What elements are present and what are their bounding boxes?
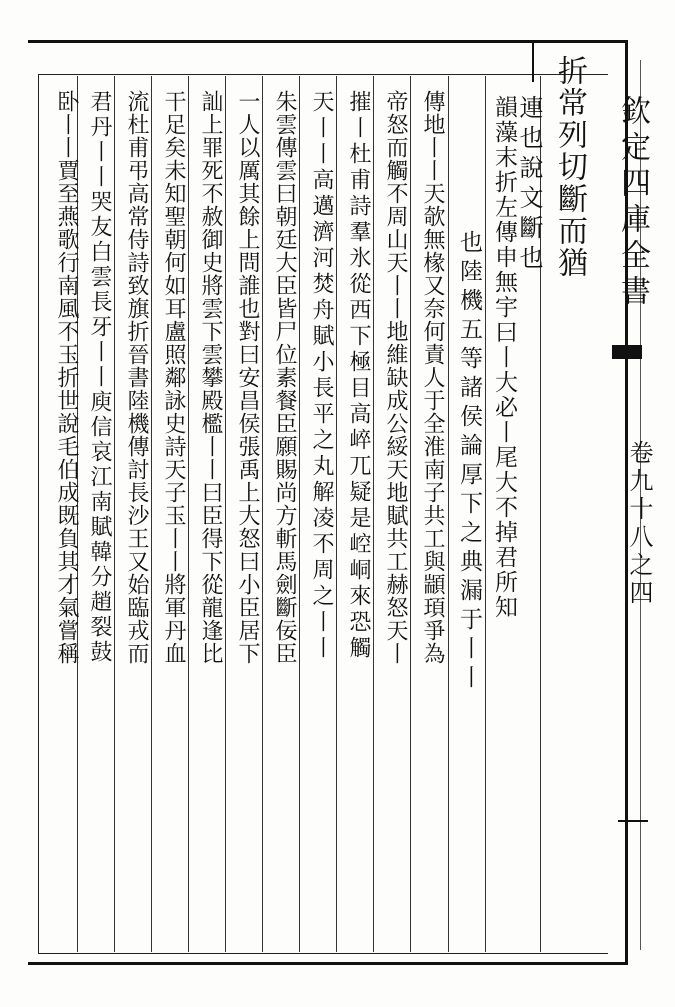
column-rule: [262, 76, 263, 952]
text-column-13: 流杜甫弔高常侍詩致旗折晉書陸機傳討長沙王又始臨戎而: [124, 90, 149, 665]
text-column-7: 摧丨杜甫詩羣氷從西下極目高崪兀疑是崆峒來恐觸: [346, 90, 371, 662]
column-rule: [299, 76, 300, 952]
text-column-8: 天丨丨高邁濟河焚舟賦小長平之丸解凌不周之丨丨: [309, 90, 334, 662]
column-rule: [336, 76, 337, 952]
text-column-9: 朱雲傳雲曰朝廷大臣皆尸位素餐臣願賜尚方斬馬劍斷佞臣: [272, 90, 297, 665]
column-rule: [188, 76, 189, 952]
column-rule: [114, 76, 115, 952]
column-rule: [448, 76, 449, 952]
text-column-15: 卧丨丨賈至燕歌行南風不玉折世說毛伯成既負其才氣嘗稱: [54, 90, 79, 665]
text-column-5: 傳地丨丨天欹無椽又奈何責人于全淮南子共工與顓頊爭為: [420, 90, 445, 665]
text-column-1: 折常列切斷而猶: [552, 55, 587, 279]
volume-label: 卷九十八之四: [625, 440, 653, 608]
fish-tail-mark: [612, 345, 642, 359]
column-rule: [151, 76, 152, 952]
text-column-6: 帝怒而觸不周山天丨丨地維缺成公綏天地賦共工赫怒天丨: [383, 90, 408, 665]
text-column-2: 連也說文斷也: [515, 95, 543, 275]
text-column-11: 訕上罪死不赦御史將雲下雲攀殿檻丨丨曰臣得下從龍逢比: [198, 90, 223, 665]
text-column-14: 君丹丨丨哭友白雲長牙丨丨庾信哀江南賦韓分趙裂鼓: [87, 90, 112, 665]
text-column-4: 也陸機五等諸侯論厚下之典漏于丨丨: [456, 230, 482, 694]
column-rule: [485, 76, 486, 952]
text-column-3: 韻藻末折左傳申無宇曰丨大必丨尾大不掉君所知: [491, 95, 517, 620]
text-column-12: 干足矣未知聖朝何如耳盧照鄰詠史詩天子玉丨丨將軍丹血: [161, 90, 186, 665]
series-title: 欽定四庫全書: [615, 95, 650, 311]
text-column-10: 一人以厲其餘上問誰也對曰安昌侯張禹上大怒曰小臣居下: [235, 90, 260, 665]
column-rule: [410, 76, 411, 952]
column-rule: [225, 76, 226, 952]
gutter-tick: [618, 820, 648, 822]
column-rule: [373, 76, 374, 952]
